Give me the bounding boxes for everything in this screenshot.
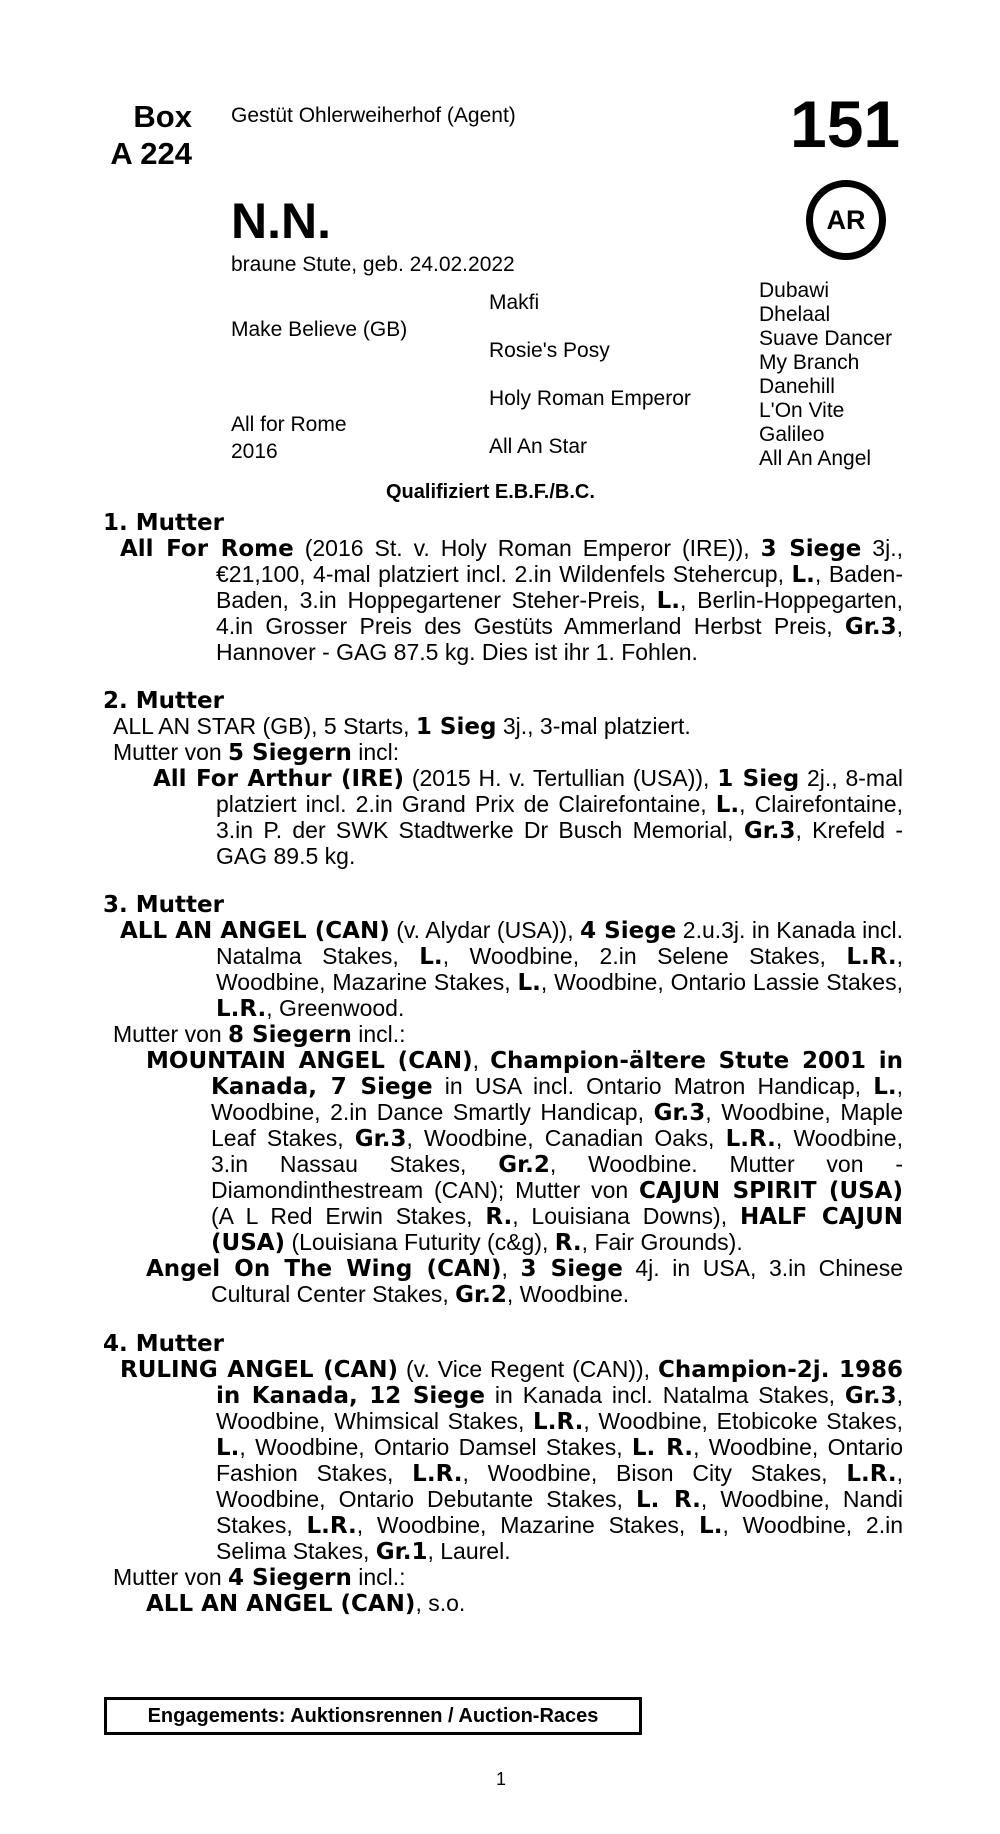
page-number: 1	[496, 1769, 507, 1789]
race-grade: L.R.	[216, 996, 267, 1022]
dam1-heading: 1. Mutter	[103, 510, 224, 536]
box-label	[100, 98, 192, 172]
dam3-mother-of	[113, 1022, 903, 1048]
pedigree-ggp: Galileo	[759, 423, 825, 446]
text: Mutter von	[113, 1564, 229, 1590]
text: , Hannover - GAG 87.5 kg. Dies ist ihr 1. Fohlen.	[216, 613, 903, 665]
agent-name: Gestüt Ohlerweiherhof (Agent)	[231, 104, 516, 127]
dam3-name: ALL AN ANGEL (CAN)	[120, 918, 390, 944]
text: (v. Vice Regent (CAN)),	[398, 1356, 658, 1382]
pedigree-ggp: Dhelaal	[759, 303, 831, 326]
text: Mutter von	[113, 739, 229, 765]
text: , Woodbine, Maple Leaf Stakes,	[211, 1099, 903, 1151]
text: ,	[501, 1255, 521, 1281]
engagements-label: Engagements: Auktionsrennen / Auction-Races	[147, 1704, 599, 1727]
pedigree-ggp: Dubawi	[759, 279, 830, 302]
pedigree-grandparent: Rosie's Posy	[489, 339, 610, 362]
pedigree-grandparent: Holy Roman Emperor	[489, 387, 691, 410]
text: , Woodbine, 2.in Dance Smartly Handicap,	[211, 1073, 903, 1125]
text: incl.:	[351, 1021, 406, 1047]
winners-count: 8 Siegern	[228, 1022, 352, 1048]
progeny-name: MOUNTAIN ANGEL (CAN)	[146, 1048, 473, 1074]
dam1-entry	[113, 536, 903, 665]
dam2-heading: 2. Mutter	[103, 688, 224, 714]
race-grade: Gr.2	[455, 1282, 507, 1308]
text: , Woodbine, Ontario Fashion Stakes,	[216, 1434, 903, 1486]
text: in USA incl. Ontario Matron Handicap,	[432, 1073, 874, 1099]
text: , Greenwood.	[266, 995, 405, 1021]
progeny-name: ALL AN ANGEL (CAN)	[146, 1591, 416, 1617]
race-grade: L.R.	[725, 1126, 776, 1152]
race-grade: Gr.3	[743, 818, 796, 844]
dam4-entry	[113, 1357, 903, 1565]
progeny-name: Angel On The Wing (CAN)	[146, 1256, 502, 1282]
text: , Woodbine, Whimsical Stakes,	[216, 1382, 903, 1434]
progeny-name: HALF CAJUN (USA)	[211, 1204, 903, 1256]
dam1-name: All For Rome	[120, 536, 294, 562]
text: incl.:	[351, 1564, 406, 1590]
text: in Kanada incl. Natalma Stakes,	[484, 1382, 845, 1408]
text: (Louisiana Futurity (c&g),	[285, 1229, 555, 1255]
text: , Berlin-Hoppegarten, 4.in Grosser Preis des Gestüts Ammerland Herbst Preis,	[216, 587, 904, 639]
text: , Baden-Baden, 3.in Hoppegartener Steher-Preis,	[216, 561, 903, 613]
lot-number: 151	[790, 87, 901, 161]
ar-badge-label: AR	[826, 204, 866, 235]
text: 2.u.3j. in Kanada incl. Natalma Stakes,	[216, 917, 903, 969]
dam3-entry	[113, 918, 903, 1022]
race-grade: L.R.	[846, 944, 897, 970]
race-grade: L.	[419, 944, 443, 970]
winners-count: 5 Siegern	[228, 740, 352, 766]
text: ALL AN STAR (GB), 5 Starts,	[113, 713, 416, 739]
qualification: Qualifiziert E.B.F./B.C.	[386, 481, 595, 503]
dam2-summary	[113, 714, 903, 740]
race-grade: Gr.3	[844, 1383, 897, 1409]
race-grade: L.R.	[846, 1461, 897, 1487]
race-grade: Gr.1	[375, 1539, 428, 1565]
race-grade: L.R.	[412, 1461, 463, 1487]
progeny-name: CAJUN SPIRIT (USA)	[638, 1178, 903, 1204]
champion-title: Champion-2j. 1986 in Kanada, 12 Siege	[216, 1357, 903, 1409]
race-grade: L.R.	[533, 1409, 584, 1435]
text: , Woodbine, 2.in Selima Stakes,	[216, 1512, 903, 1564]
pedigree-sire: Make Believe (GB)	[231, 318, 408, 341]
text: , Laurel.	[427, 1538, 511, 1564]
dam2-mother-of	[113, 740, 903, 766]
text: , Woodbine, Mazarine Stakes,	[216, 943, 903, 995]
race-grade: Gr.3	[354, 1126, 407, 1152]
text: 3j., €21,100, 4-mal platziert incl. 2.in Wildenfels Stehercup,	[216, 535, 903, 587]
dam4-progeny	[113, 1591, 903, 1617]
wins: 1 Sieg	[717, 766, 800, 792]
champion-title: Champion-ältere Stute 2001 in Kanada, 7 Siege	[211, 1048, 903, 1100]
text: , Clairefontaine, 3.in P. der SWK Stadtwerke Dr Busch Memorial,	[216, 791, 903, 843]
pedigree-great-grandparents	[759, 279, 892, 471]
wins: 4 Siege	[580, 918, 677, 944]
race-grade: L. R.	[631, 1435, 694, 1461]
progeny-name: All For Arthur (IRE)	[153, 766, 405, 792]
engagements-box	[104, 1697, 642, 1735]
race-grade: Gr.3	[653, 1100, 706, 1126]
text: , Woodbine, Ontario Debutante Stakes,	[216, 1460, 903, 1512]
text: , Woodbine, Bison City Stakes,	[462, 1460, 847, 1486]
race-grade: L. R.	[635, 1487, 701, 1513]
race-grade: L.	[656, 588, 681, 614]
text: , Woodbine.	[506, 1281, 630, 1307]
wins: 1 Sieg	[415, 714, 497, 740]
horse-description: braune Stute, geb. 24.02.2022	[231, 253, 515, 276]
dam4-heading: 4. Mutter	[103, 1331, 224, 1357]
text: , s.o.	[415, 1590, 466, 1616]
pedigree-ggp: All An Angel	[759, 447, 872, 470]
pedigree-ggp: L'On Vite	[759, 399, 845, 422]
family-text	[103, 511, 903, 1617]
text: , Woodbine, 3.in Nassau Stakes,	[211, 1125, 903, 1177]
box-title: Box	[133, 99, 192, 134]
text: , Krefeld - GAG 89.5 kg.	[216, 817, 903, 869]
text: (A L Red Erwin Stakes,	[211, 1203, 486, 1229]
text: , Woodbine, Ontario Damsel Stakes,	[239, 1434, 632, 1460]
race-grade: Gr.2	[498, 1152, 550, 1178]
text: incl:	[351, 739, 400, 765]
text: (2015 H. v. Tertullian (USA)),	[404, 765, 718, 791]
race-grade: L.	[873, 1074, 897, 1100]
race-grade: R.	[485, 1204, 513, 1230]
race-grade: R.	[554, 1230, 582, 1256]
box-number: A 224	[110, 136, 192, 171]
race-grade: L.	[216, 1435, 240, 1461]
dam4-name: RULING ANGEL (CAN)	[120, 1357, 399, 1383]
horse-name: N.N.	[231, 193, 331, 249]
text: , Woodbine, Ontario Lassie Stakes,	[540, 969, 903, 995]
text: , Woodbine, Canadian Oaks,	[406, 1125, 726, 1151]
wins: 3 Siege	[520, 1256, 623, 1282]
text: (v. Alydar (USA)),	[389, 917, 581, 943]
race-grade: Gr.3	[844, 614, 897, 640]
text: , Woodbine. Mutter von - Diamondinthestream (CAN); Mutter von	[211, 1151, 903, 1203]
text: , Louisiana Downs),	[512, 1203, 740, 1229]
dam3-heading: 3. Mutter	[103, 892, 224, 918]
race-grade: L.	[517, 970, 541, 996]
pedigree-ggp: Danehill	[759, 375, 835, 398]
dam4-mother-of	[113, 1565, 903, 1591]
text: 4j. in USA, 3.in Chinese Cultural Center Stakes,	[211, 1255, 903, 1307]
race-grade: L.	[715, 792, 740, 818]
race-grade: L.	[791, 562, 815, 588]
pedigree-dam: All for Rome	[231, 413, 347, 436]
ar-badge	[806, 180, 886, 260]
text: , Woodbine, 2.in Selene Stakes,	[442, 943, 847, 969]
text: , Woodbine, Mazarine Stakes,	[356, 1512, 700, 1538]
dam2-progeny	[113, 766, 903, 869]
text: Mutter von	[113, 1021, 229, 1047]
pedigree-dam-year: 2016	[231, 440, 278, 463]
text: 3j., 3-mal platziert.	[496, 713, 691, 739]
text: , Woodbine, Etobicoke Stakes,	[583, 1408, 903, 1434]
text: (2016 St. v. Holy Roman Emperor (IRE)),	[293, 535, 761, 561]
wins: 3 Siege	[760, 536, 862, 562]
pedigree-grandparent: Makfi	[489, 291, 540, 314]
race-grade: L.R.	[306, 1513, 357, 1539]
pedigree-grandparent: All An Star	[489, 435, 588, 458]
text: , Woodbine, Nandi Stakes,	[216, 1486, 904, 1538]
text: ,	[472, 1047, 491, 1073]
pedigree-ggp: My Branch	[759, 351, 860, 374]
dam3-progeny	[113, 1256, 903, 1308]
text: 2j., 8-mal platziert incl. 2.in Grand Prix de Clairefontaine,	[216, 765, 903, 817]
pedigree-ggp: Suave Dancer	[759, 327, 893, 350]
winners-count: 4 Siegern	[228, 1565, 352, 1591]
dam3-progeny	[113, 1048, 903, 1256]
race-grade: L.	[699, 1513, 723, 1539]
text: , Fair Grounds).	[581, 1229, 743, 1255]
